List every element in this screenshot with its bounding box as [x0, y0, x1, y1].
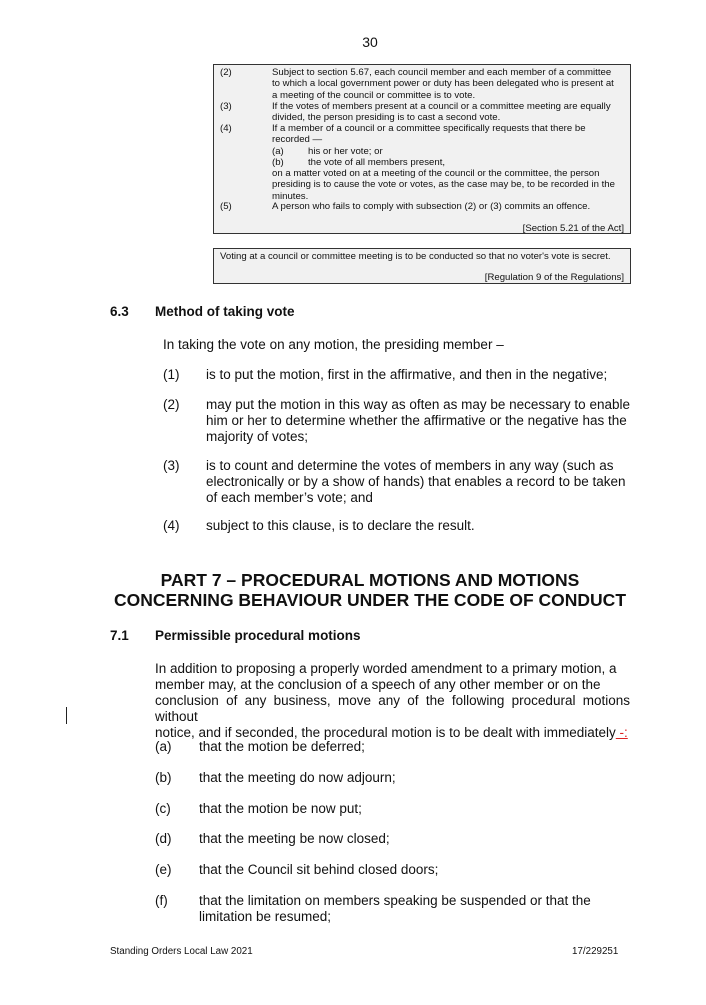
section-title: Method of taking vote: [155, 304, 295, 319]
legislation-box-section-5-21: (2) Subject to section 5.67, each council member and each member of a committee to which a local government power or duty has been delegated who is present at a meeting of the council or committee is to vote. (3) If the votes of members present at a council or a committee meeting are equally divided, the person presiding is to cast a second vote. (4) If a member of a council or a committee specifically requests that there be recorded — (a) his or her vote; or (b) the vote of all members present, on a matter voted on at a meeting of the council or the committee, the person presiding is to cause the vote or votes, as the case may be, to be recorded in the minutes. (5) A person who fails to comply with subsection (2) or (3) commits an offence. [Section 5.21 of the Act]: [213, 64, 631, 234]
box-item-number: (4): [220, 123, 232, 134]
box-subitem-text: his or her vote; or: [308, 146, 383, 157]
tracked-change-mark: -:: [615, 725, 628, 740]
list-item-label: (b): [155, 770, 172, 785]
box-subitem-label: (a): [272, 146, 284, 157]
list-item-number: (2): [163, 397, 180, 412]
section-number: 6.3: [110, 304, 129, 319]
list-item-text: that the meeting be now closed;: [199, 831, 390, 846]
box-item-number: (5): [220, 201, 232, 212]
box-reference: [Regulation 9 of the Regulations]: [484, 272, 624, 283]
list-item-label: (d): [155, 831, 172, 846]
list-item-label: (f): [155, 893, 168, 908]
part-title: PART 7 – PROCEDURAL MOTIONS AND MOTIONS CONCERNING BEHAVIOUR UNDER THE CODE OF CONDUCT: [113, 570, 627, 610]
box-reference: [Section 5.21 of the Act]: [522, 223, 624, 234]
footer-document-number: 17/229251: [572, 946, 619, 957]
box-subitem-label: (b): [272, 157, 284, 168]
list-item-text: that the meeting do now adjourn;: [199, 770, 396, 785]
list-item-text: that the motion be now put;: [199, 801, 362, 816]
footer-title: Standing Orders Local Law 2021: [110, 946, 253, 957]
list-item-number: (3): [163, 458, 180, 473]
list-item-number: (4): [163, 518, 180, 533]
box-item-text: If the votes of members present at a council or a committee meeting are equally divided, the person presiding is to cast a second vote.: [272, 101, 611, 124]
list-item-text: that the motion be deferred;: [199, 739, 365, 754]
list-item-text: is to count and determine the votes of members in any way (such as electronically or by a show of hands) that enables a record to be taken of each member’s vote; and: [206, 458, 626, 505]
list-item-text: may put the motion in this way as often as may be necessary to enable him or her to determine whether the affirmative or the negative has the majority of votes;: [206, 397, 630, 444]
section-title: Permissible procedural motions: [155, 628, 361, 643]
list-item-number: (1): [163, 367, 180, 382]
list-item-text: that the limitation on members speaking be suspended or that the limitation be resumed;: [199, 893, 591, 924]
legislation-box-regulation-9: [213, 248, 631, 284]
page-number: 30: [362, 34, 378, 50]
list-item-text: subject to this clause, is to declare the result.: [206, 518, 475, 533]
list-item-label: (c): [155, 801, 171, 816]
change-bar: [66, 707, 67, 724]
section-intro: In addition to proposing a properly worded amendment to a primary motion, a member may, at the conclusion of a speech of any other member or on the conclusion of any business, move any of the following procedural motions without notice, and if seconded, the procedural motion is to be dealt with immediately -:: [155, 661, 630, 740]
box-item-text: Subject to section 5.67, each council member and each member of a committee to which a local government power or duty has been delegated who is present at a meeting of the council or committee is to vote.: [272, 67, 614, 101]
section-intro: In taking the vote on any motion, the presiding member –: [163, 337, 504, 352]
box-item-text: A person who fails to comply with subsection (2) or (3) commits an offence.: [272, 201, 591, 212]
box-item-number: (2): [220, 67, 232, 78]
box-subitem-text: the vote of all members present,: [308, 157, 446, 168]
list-item-text: that the Council sit behind closed doors;: [199, 862, 439, 877]
list-item-label: (e): [155, 862, 172, 877]
list-item-label: (a): [155, 739, 172, 754]
list-item-text: is to put the motion, first in the affirmative, and then in the negative;: [206, 367, 608, 382]
box-text: Voting at a council or committee meeting is to be conducted so that no voter's vote is secret.: [220, 251, 611, 262]
section-number: 7.1: [110, 628, 129, 643]
box-item-number: (3): [220, 101, 232, 112]
box-item-text: If a member of a council or a committee specifically requests that there be recorded —: [272, 123, 586, 146]
